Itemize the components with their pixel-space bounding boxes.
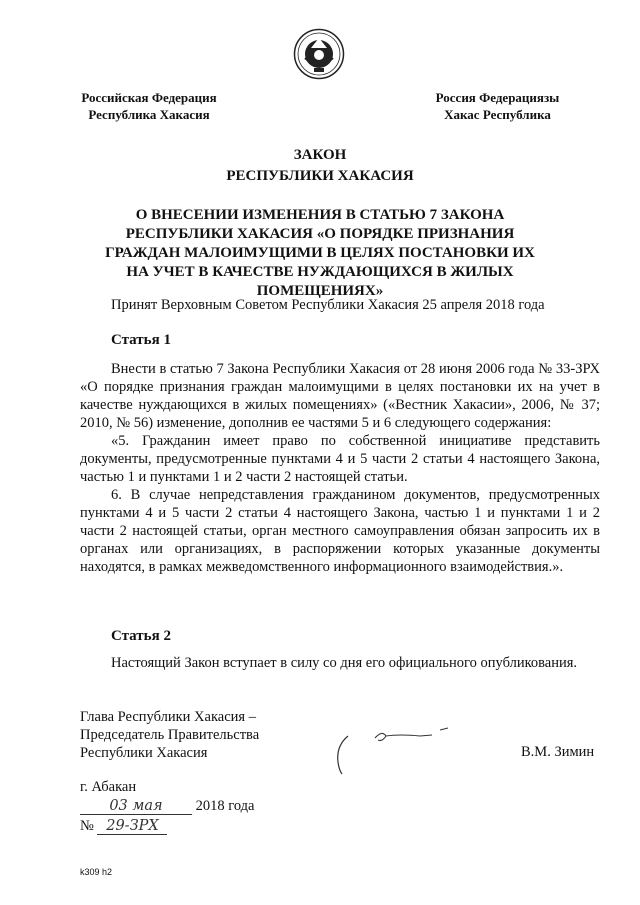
adoption-line: Принят Верховным Советом Республики Хакасия 25 апреля 2018 года — [111, 297, 545, 313]
handwritten-law-number: 29-ЗРХ — [97, 818, 167, 835]
law-title-republic: РЕСПУБЛИКИ ХАКАСИЯ — [226, 168, 414, 184]
number-sign: № — [80, 818, 94, 834]
article-1-paragraph-2: «5. Гражданин имеет право по собственной инициативе представить документы, предусмотренные пунктами 4 и 5 части 2 статьи 4 настоящего Закона, частью 1 и пунктами 1 и 2 части 2 настоящей статьи. — [80, 433, 600, 485]
header-right-line2: Хакас Республика — [444, 107, 551, 122]
article-1-paragraph-3: 6. В случае непредставления гражданином документов, предусмотренных пунктами 4 и 5 части 2 статьи 4 настоящего Закона, частью 1 и пунктами 1 и 2 части 2 настоящей статьи, орган местного самоуправления обязан запросить их в органах или организациях, в распоряжении которых указанные документы находятся, в рамках межведомственного информационного взаимодействия.». — [80, 487, 600, 575]
article-1-paragraph-1: Внести в статью 7 Закона Республики Хакасия от 28 июня 2006 года № 33-ЗРХ «О порядке признания граждан малоимущими в целях постановки их на учет в качестве нуждающихся в жилых помещениях» («Вестник Хакасии», 2006, № 37; 2010, № 56) изменение, дополнив ее частями 5 и 6 следующего содержания: — [80, 361, 600, 431]
article-1-body — [80, 360, 600, 576]
signatory-position — [80, 708, 259, 762]
header-left — [74, 89, 224, 123]
handwritten-signature — [320, 722, 480, 782]
signing-date — [80, 797, 254, 815]
header-right-line1: Россия Федерациязы — [435, 90, 560, 105]
article-1-heading: Статья 1 — [111, 332, 171, 348]
signatory-position-line1: Глава Республики Хакасия – — [80, 709, 256, 725]
place-of-signing: г. Абакан — [80, 779, 137, 795]
article-2-body — [80, 654, 600, 672]
law-number — [80, 817, 167, 835]
article-2-paragraph: Настоящий Закон вступает в силу со дня его официального опубликования. — [111, 655, 578, 671]
header-left-line2: Республика Хакасия — [88, 107, 210, 122]
coat-of-arms-emblem — [293, 28, 345, 80]
signatory-position-line2: Председатель Правительства — [80, 727, 260, 743]
law-subtitle: О ВНЕСЕНИИ ИЗМЕНЕНИЯ В СТАТЬЮ 7 ЗАКОНА РЕСПУБЛИКИ ХАКАСИЯ «О ПОРЯДКЕ ПРИЗНАНИЯ ГРАЖДАН МАЛОИМУЩИМИ В ЦЕЛЯХ ПОСТАНОВКИ ИХ НА УЧЕТ В КАЧЕСТВЕ НУЖДАЮЩИХСЯ В ЖИЛЫХ ПОМЕЩЕНИЯХ» — [105, 207, 535, 299]
header-right — [420, 89, 575, 123]
law-title: ЗАКОН — [293, 147, 347, 163]
footer-code: k309 h2 — [80, 867, 113, 877]
date-year: 2018 года — [195, 798, 255, 814]
article-2-heading: Статья 2 — [111, 628, 171, 644]
header-left-line1: Российская Федерация — [81, 90, 217, 105]
handwritten-date: 03 мая — [80, 798, 192, 815]
signatory-name: В.М. Зимин — [521, 744, 595, 760]
signatory-position-line3: Республики Хакасия — [80, 745, 208, 761]
